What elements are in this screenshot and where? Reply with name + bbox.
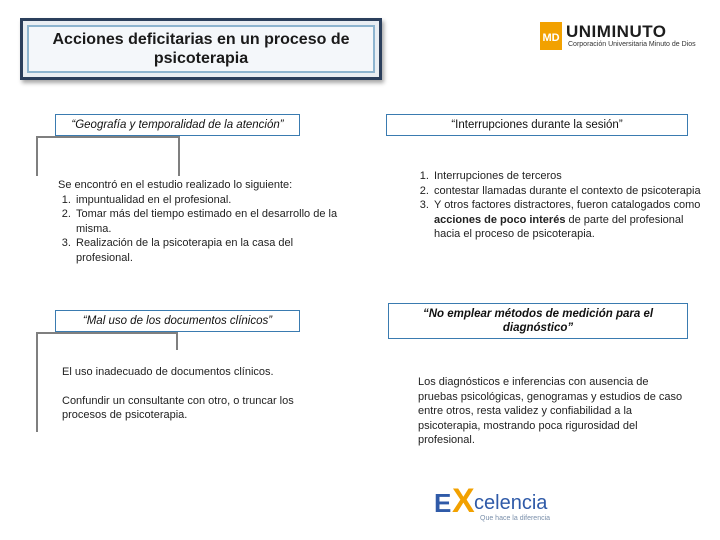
body-interrupciones: [416, 169, 701, 242]
footer-tagline: Que hace la diferencia: [480, 515, 551, 522]
body-geografia: [58, 178, 348, 265]
list-item: 1. impuntualidad en el profesional.: [74, 193, 348, 208]
list-item: 2. Tomar más del tiempo estimado en el desarrollo de la misma.: [74, 207, 348, 236]
page-title: Acciones deficitarias en un proceso de psicoterapia: [27, 25, 375, 73]
maluso-line1: El uso inadecuado de documentos clínicos.: [62, 366, 274, 378]
logo-name: UNIMINUTO: [566, 22, 667, 41]
connector-maluso-vertical: [36, 350, 38, 432]
title-box: [20, 18, 382, 80]
excelencia-logo: E X celencia Que hace la diferencia: [434, 482, 551, 522]
svg-text:MD: MD: [542, 32, 560, 44]
header-geografia: “Geografía y temporalidad de la atención”: [55, 114, 300, 136]
md-logo-icon: [536, 18, 566, 54]
maluso-line2: Confundir un consultante con otro, o truncar los procesos de psicoterapia.: [62, 394, 294, 421]
logo-subtitle: Corporación Universitaria Minuto de Dios: [568, 41, 696, 48]
header-interrupciones: “Interrupciones durante la sesión”: [386, 114, 688, 136]
intro-geografia: Se encontró en el estudio realizado lo siguiente:: [58, 179, 293, 191]
connector-maluso: [36, 332, 178, 350]
connector-geografia: [36, 136, 180, 176]
body-maluso: [62, 365, 332, 423]
list-item: 3. Y otros factores distractores, fueron catalogados como acciones de poco interés de parte del profesional hacia el proceso de psicoterapia.: [432, 198, 701, 242]
header-medicion: “No emplear métodos de medición para el diagnóstico”: [388, 303, 688, 339]
list-item: 3. Realización de la psicoterapia en la casa del profesional.: [74, 236, 348, 265]
header-maluso: “Mal uso de los documentos clínicos”: [55, 310, 300, 332]
body-medicion: Los diagnósticos e inferencias con ausencia de pruebas psicológicas, genogramas y estudios de caso entre otros, resta validez y confiabilidad a la psicoterapia, mostrando poca rigurosidad del profesional.: [418, 376, 683, 446]
list-item: 2. contestar llamadas durante el contexto de psicoterapia: [432, 184, 701, 199]
list-item: 1. Interrupciones de terceros: [432, 169, 701, 184]
uniminuto-logo: [536, 18, 706, 54]
